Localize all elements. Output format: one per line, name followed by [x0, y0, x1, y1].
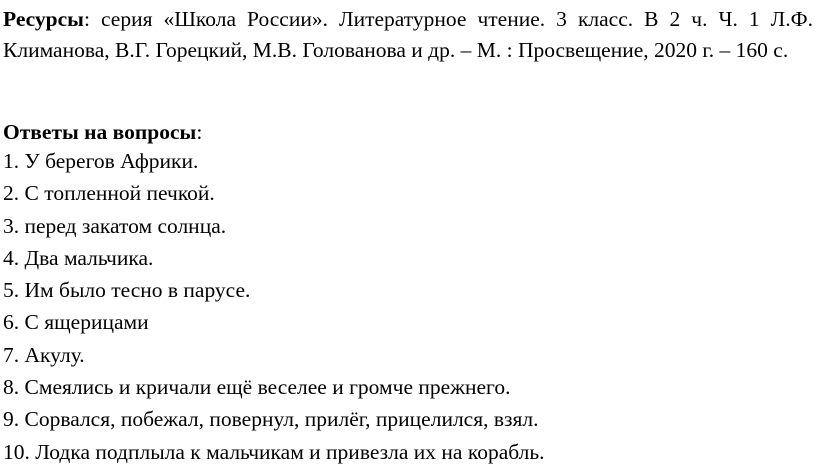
- resources-label-colon: :: [83, 7, 90, 31]
- answer-item-3: 3. перед закатом солнца.: [3, 213, 227, 238]
- answers-heading-colon: :: [196, 120, 203, 144]
- answers-heading: [3, 117, 202, 148]
- answer-item-7: 7. Акулу.: [3, 342, 85, 367]
- answers-list: [3, 145, 545, 468]
- answers-heading-label: Ответы на вопросы: [3, 120, 197, 144]
- answer-item-6: 6. С ящерицами: [3, 310, 149, 335]
- answer-item-5: 5. Им было тесно в парусе.: [3, 278, 251, 303]
- document-page: [3, 0, 813, 471]
- answer-item-9: 9. Сорвался, побежал, повернул, прилёг, прицелился, взял.: [3, 407, 539, 432]
- answer-item-8: 8. Смеялись и кричали ещё веселее и громче прежнего.: [3, 375, 511, 400]
- resources-text: серия «Школа России». Литературное чтение. 3 класс. В 2 ч. Ч. 1 Л.Ф. Климанова, В.Г. Горецкий, М.В. Голованова и др. – М. : Просвещение, 2020 г. – 160 с.: [3, 7, 813, 62]
- answer-item-2: 2. С топленной печкой.: [3, 181, 215, 206]
- resources-label: Ресурсы: [3, 7, 84, 31]
- answer-item-4: 4. Два мальчика.: [3, 245, 154, 270]
- answer-item-1: 1. У берегов Африки.: [3, 149, 199, 173]
- answer-item-10: 10. Лодка подплыла к мальчикам и привезла их на корабль.: [3, 439, 545, 464]
- resources-paragraph: [3, 4, 813, 66]
